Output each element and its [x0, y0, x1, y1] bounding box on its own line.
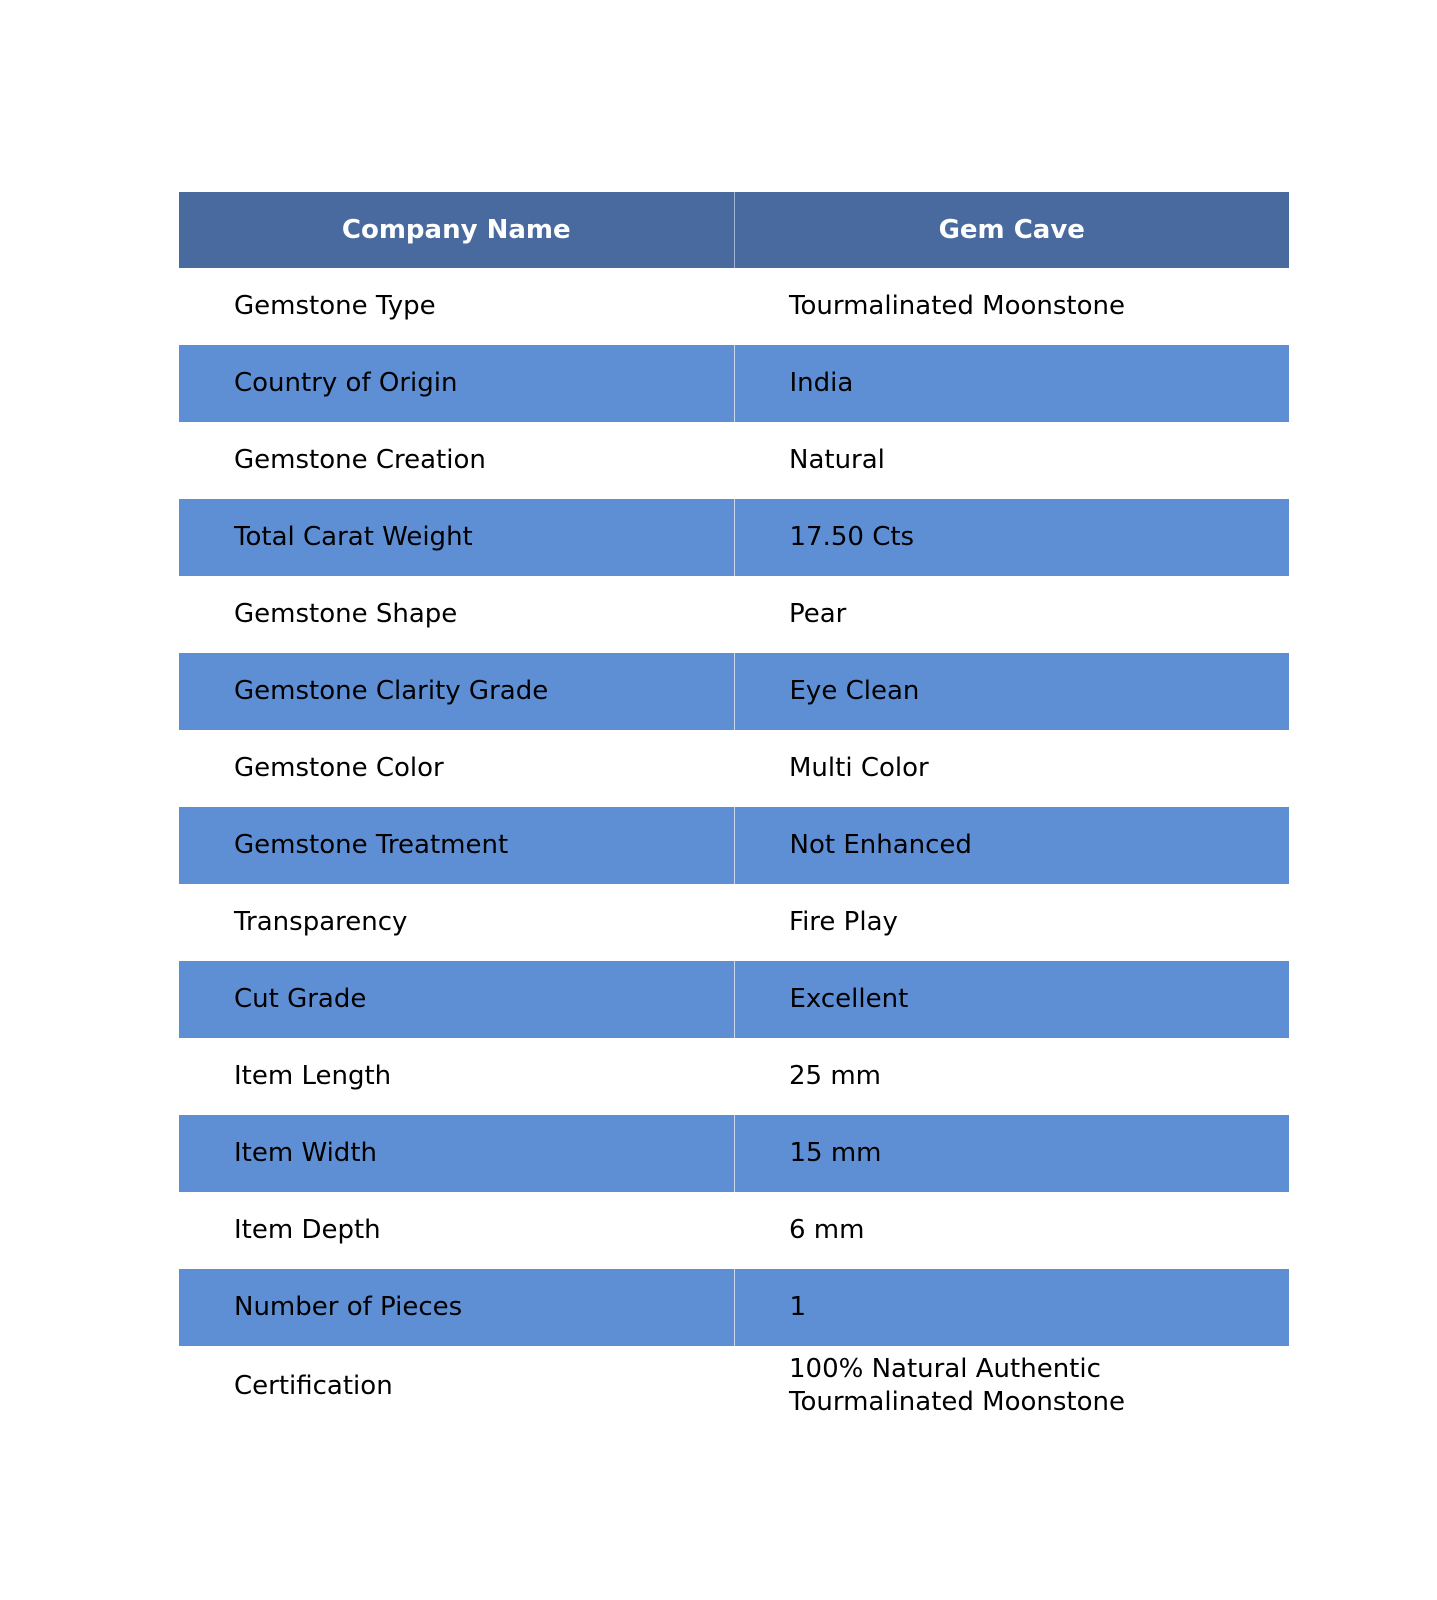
row-value-multiline	[734, 1346, 1289, 1426]
table-row	[179, 422, 1289, 499]
row-value-line: Tourmalinated Moonstone	[789, 1387, 1126, 1417]
table-row	[179, 1038, 1289, 1115]
row-label: Transparency	[234, 907, 408, 937]
table-row	[179, 884, 1289, 961]
spec-table	[179, 192, 1289, 1426]
row-label: Certification	[234, 1370, 393, 1401]
row-label: Gemstone Treatment	[179, 807, 734, 884]
header-company-name-label: Company Name	[179, 192, 734, 268]
table-row	[179, 268, 1289, 345]
row-label: Item Length	[234, 1061, 392, 1091]
row-value: Multi Color	[789, 753, 929, 783]
row-label: Item Width	[179, 1115, 734, 1192]
table-row	[179, 807, 1289, 884]
row-label: Item Depth	[234, 1215, 381, 1245]
table-row	[179, 345, 1289, 422]
row-value-line: 100% Natural Authentic	[789, 1354, 1101, 1384]
row-value: 6 mm	[789, 1215, 865, 1245]
row-value: 1	[734, 1269, 1289, 1346]
table-row	[179, 499, 1289, 576]
table-row	[179, 576, 1289, 653]
row-label: Gemstone Type	[234, 291, 436, 321]
row-label: Number of Pieces	[179, 1269, 734, 1346]
row-value: 15 mm	[734, 1115, 1289, 1192]
row-label: Cut Grade	[179, 961, 734, 1038]
header-company-name-value: Gem Cave	[734, 192, 1289, 268]
row-label: Gemstone Creation	[234, 445, 486, 475]
row-value: 17.50 Cts	[734, 499, 1289, 576]
row-value: Fire Play	[789, 907, 898, 937]
row-value: Pear	[789, 599, 847, 629]
row-value: Excellent	[734, 961, 1289, 1038]
row-label: Country of Origin	[179, 345, 734, 422]
table-row	[179, 653, 1289, 730]
table-row	[179, 730, 1289, 807]
row-label: Gemstone Color	[234, 753, 444, 783]
row-label: Gemstone Shape	[234, 599, 458, 629]
table-row	[179, 1346, 1289, 1426]
row-value: Not Enhanced	[734, 807, 1289, 884]
row-value: Eye Clean	[734, 653, 1289, 730]
row-value: 25 mm	[789, 1061, 882, 1091]
row-label: Gemstone Clarity Grade	[179, 653, 734, 730]
row-value: India	[734, 345, 1289, 422]
table-row	[179, 1115, 1289, 1192]
row-label: Total Carat Weight	[179, 499, 734, 576]
table-row	[179, 1269, 1289, 1346]
header-row	[179, 192, 1289, 268]
table-row	[179, 1192, 1289, 1269]
table-row	[179, 961, 1289, 1038]
row-value: Natural	[789, 445, 885, 475]
row-value: Tourmalinated Moonstone	[789, 291, 1126, 321]
